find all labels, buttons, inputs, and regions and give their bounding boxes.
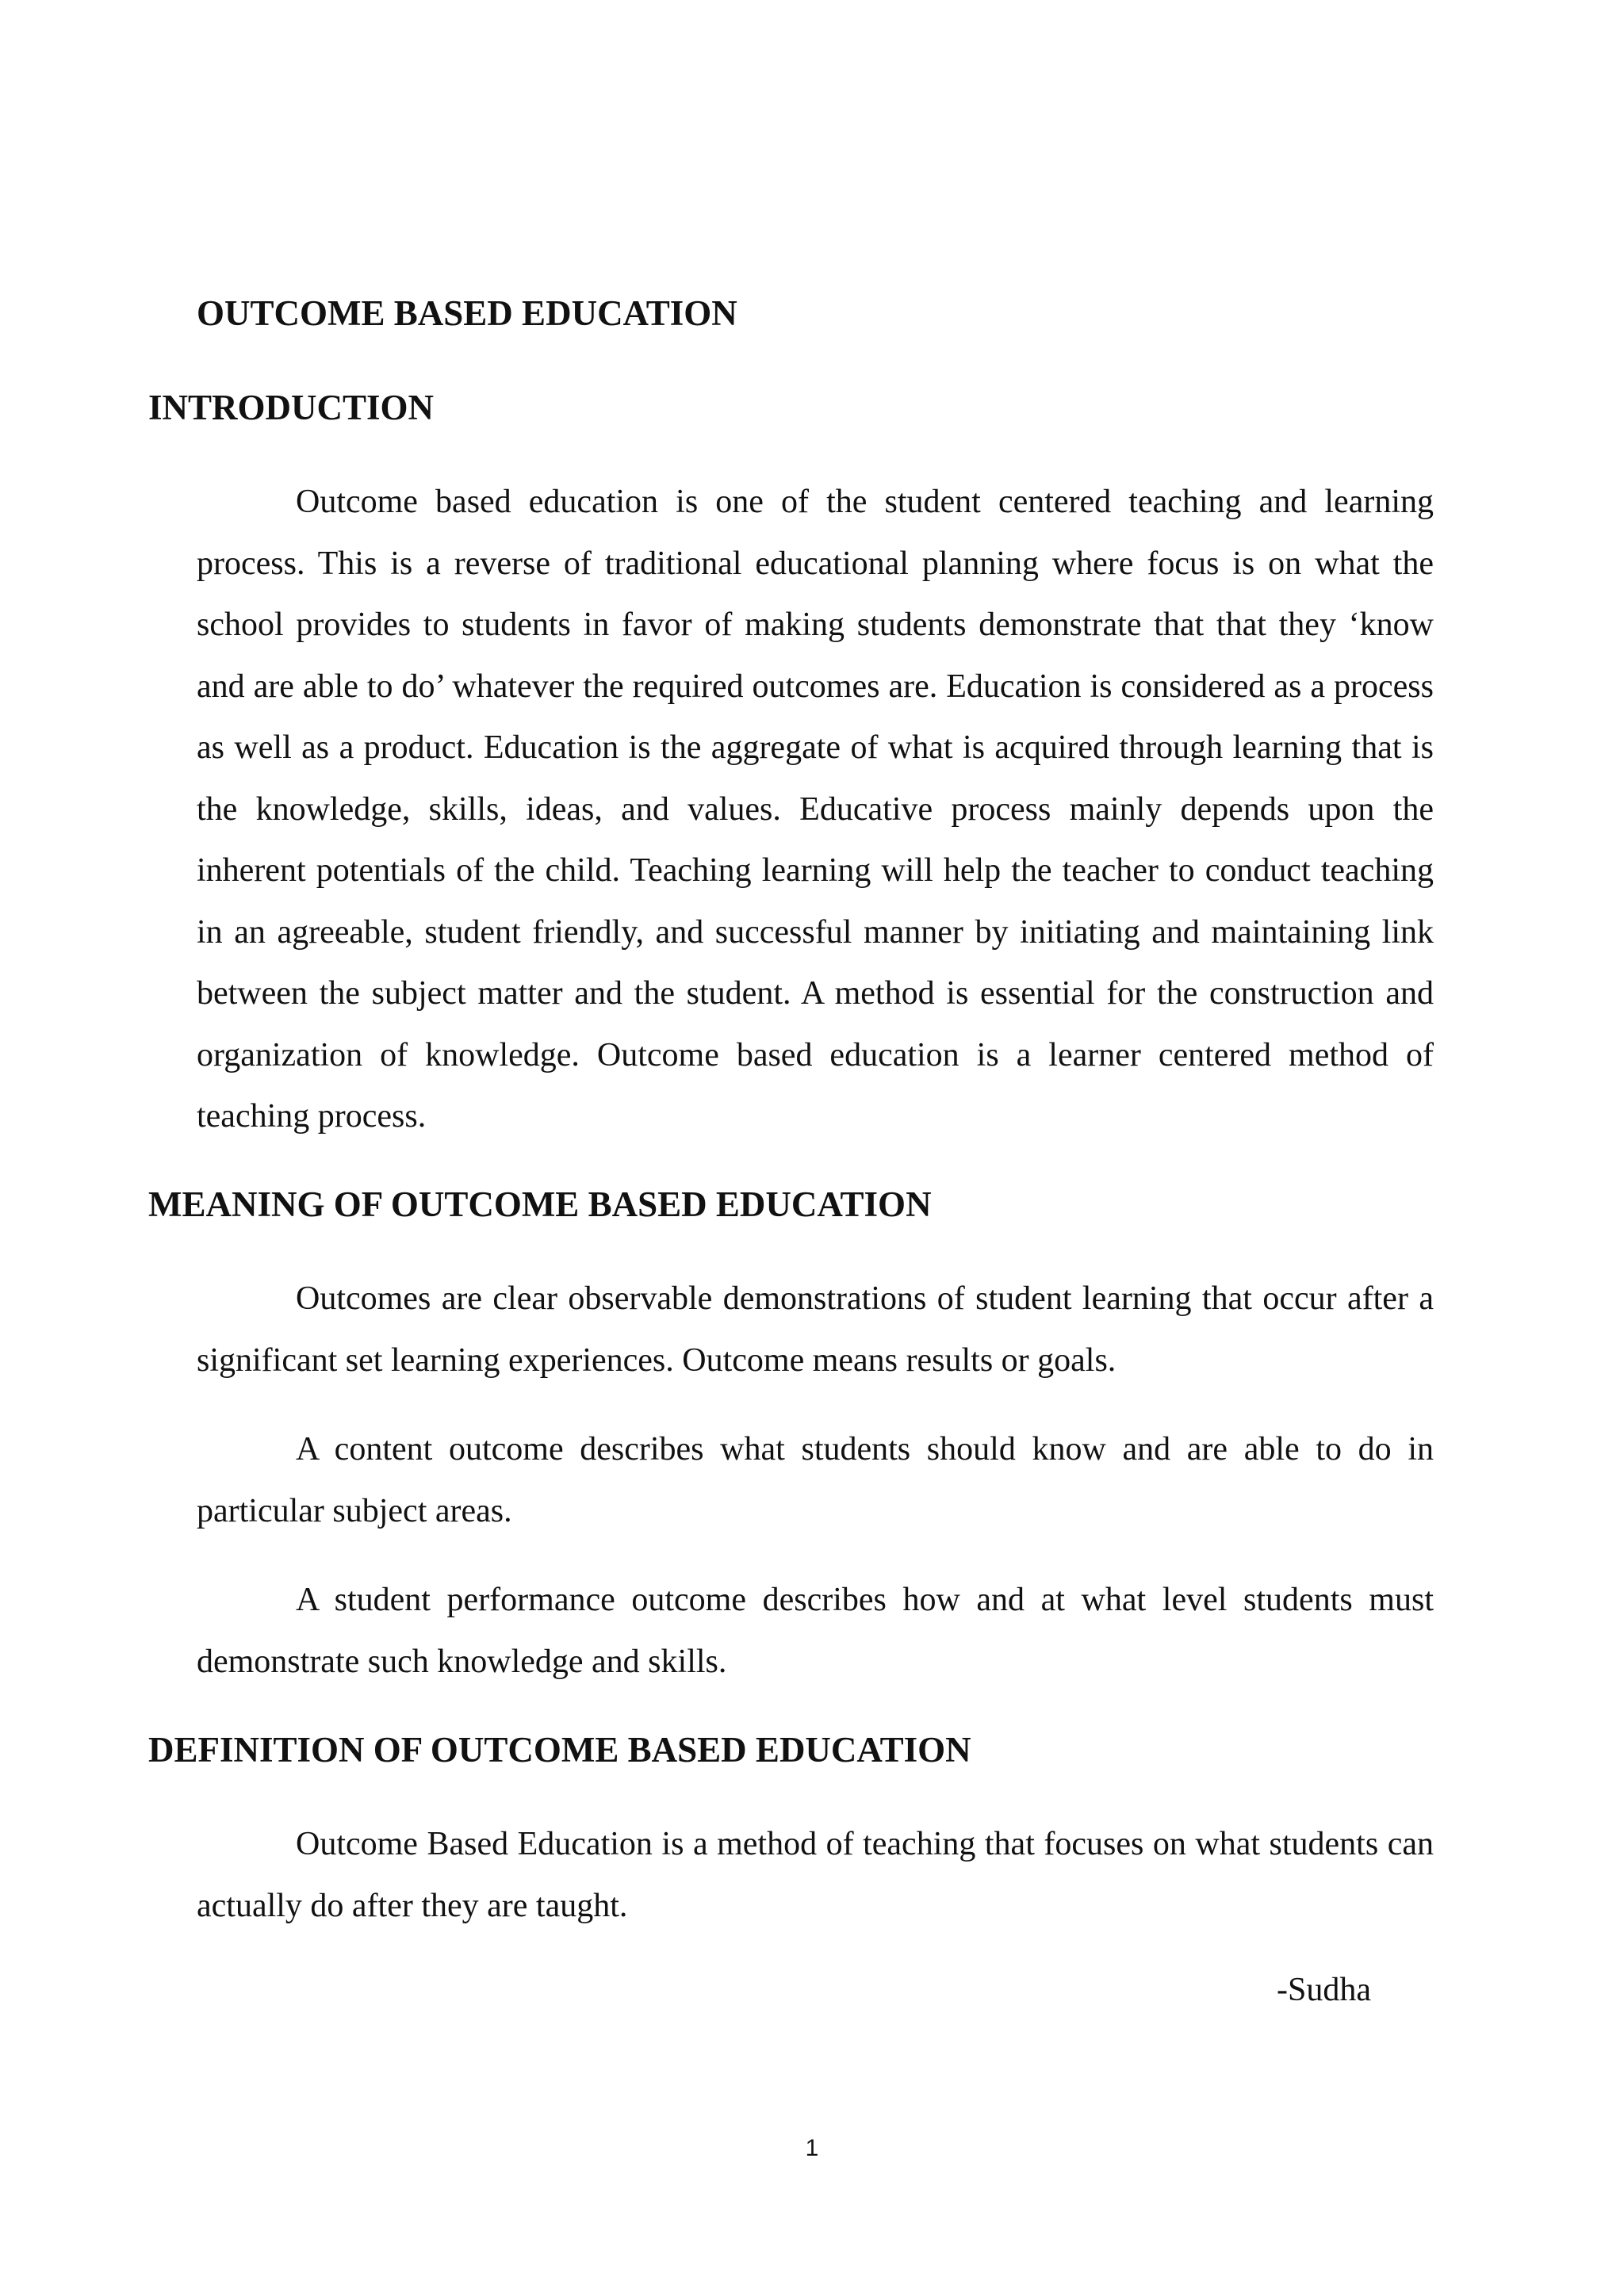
section-heading-definition: DEFINITION OF OUTCOME BASED EDUCATION [148, 1730, 971, 1770]
page-number: 1 [805, 2135, 819, 2161]
section-heading-introduction: INTRODUCTION [148, 388, 435, 427]
definition-paragraph: Outcome Based Education is a method of teaching that focuses on what students can actually do after they are taught. [197, 1826, 1434, 1924]
section-heading-meaning: MEANING OF OUTCOME BASED EDUCATION [148, 1184, 932, 1224]
meaning-paragraph-1: Outcomes are clear observable demonstrations of student learning that occur after a significant set learning experiences. Outcome means results or goals. [197, 1280, 1434, 1379]
document-title: OUTCOME BASED EDUCATION [197, 293, 737, 333]
author-signature: -Sudha [1277, 1972, 1371, 2008]
introduction-paragraph: Outcome based education is one of the student centered teaching and learning process. This is a reverse of traditional educational planning where focus is on what the school provides to students in favor of making students demonstrate that that they ‘know and are able to do’ whatever the required outcomes are. Education is considered as a process as well as a product. Education is the aggregate of what is acquired through learning that is the knowledge, skills, ideas, and values. Educative process mainly depends upon the inherent potentials of the child. Teaching learning will help the teacher to conduct teaching in an agreeable, student friendly, and successful manner by initiating and maintaining link between the subject matter and the student. A method is essential for the construction and organization of knowledge. Outcome based education is a learner centered method of teaching process. [197, 484, 1434, 1135]
meaning-paragraph-3: A student performance outcome describes how and at what level students must demonstrate such knowledge and skills. [197, 1582, 1434, 1680]
meaning-paragraph-2: A content outcome describes what students should know and are able to do in particular subject areas. [197, 1431, 1434, 1529]
